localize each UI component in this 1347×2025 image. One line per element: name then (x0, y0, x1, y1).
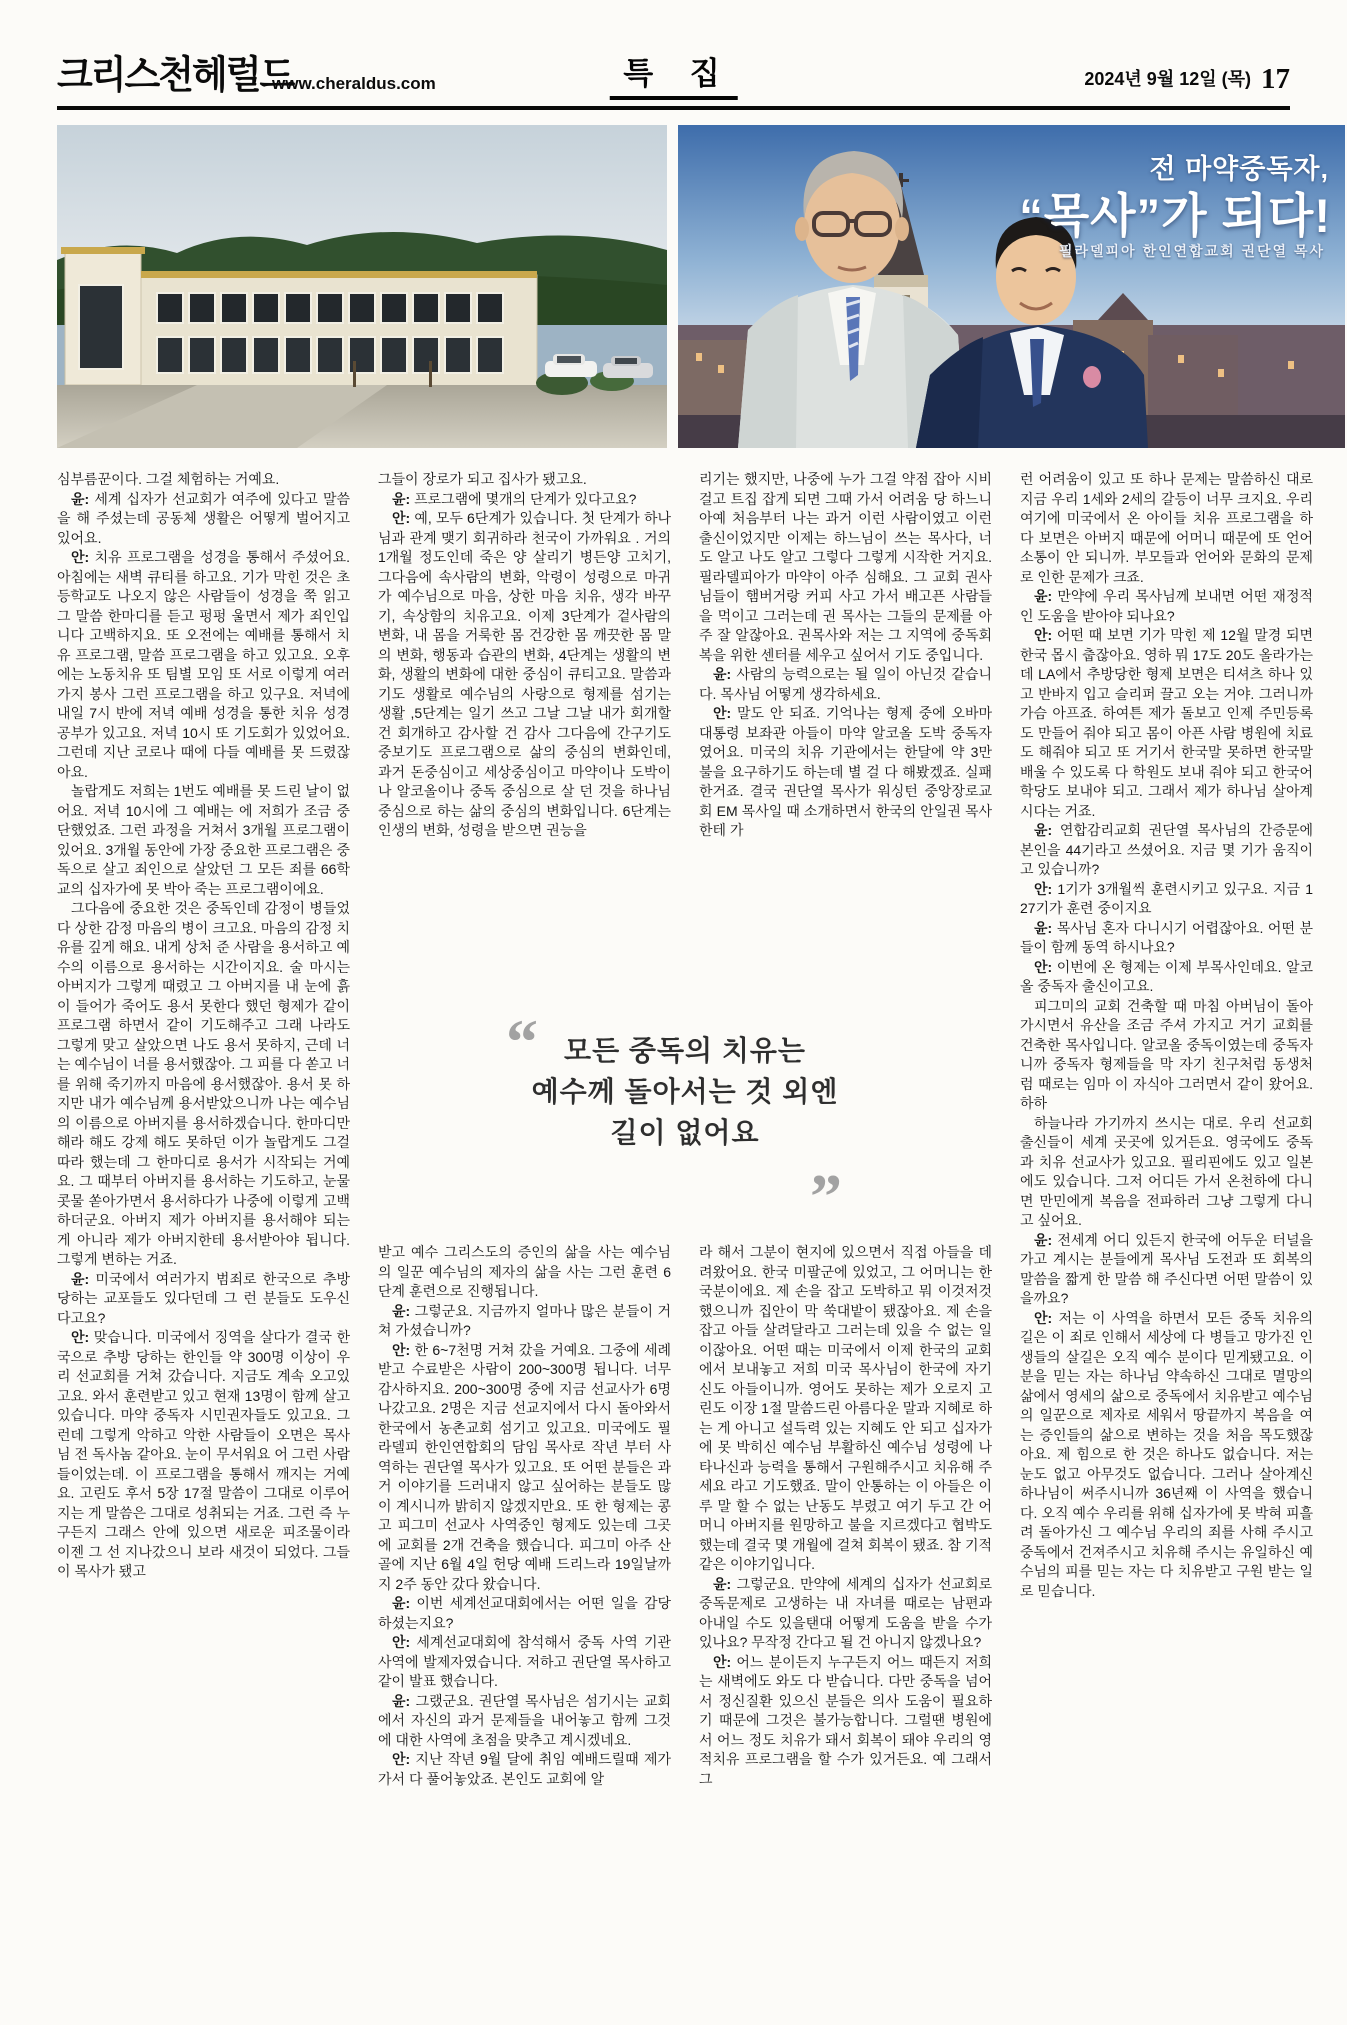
quote-line-3: 길이 없어요 (610, 1117, 760, 1148)
speaker-label: 윤: (392, 1595, 417, 1611)
sapling (353, 361, 356, 387)
senior-ear (795, 217, 809, 241)
article-paragraph: 윤: 그랬군요. 권단열 목사님은 섬기시는 교회에서 자신의 과거 문제들을 내어놓고 함께 그것에 대한 사역에 초점을 맞추고 계시겠네요. (378, 1692, 671, 1748)
speaker-label: 윤: (392, 1692, 416, 1709)
section-title: 특 집 (609, 48, 738, 100)
date-text: 2024년 9월 12일 (목) (1084, 69, 1251, 89)
article-paragraph: 안: 저는 이 사역을 하면서 모든 중독 치유의 길은 이 죄로 인해서 세상에 다 병들고 망가진 인생들의 살길은 오직 예수 분이다 믿게됐고요. 이분을 믿는 자는 하나님 약속하신 그대로 멸망의 삶에서 영세의 삶으로 중독에서 치유받고 예수님의 일꾼으로 제자로 세워서 땅끝까지 복음을 여는 증인들의 삶으로 변하는 것을 처음 목도했잖아요. 제 힘으로 한 것은 하나도 없습니다. 저는 눈도 없고 아무것도 없습니다. 그러나 살아계신 하나님이 써주시니까 36년째 이 사역을 했습니다. 오직 예수 우리를 위해 십자가에 못 박혀 피흘려 돌아가신 그 예수님 우리의 죄를 사해 주시고 중독에서 건져주시고 치유해 주시는 유일하신 예수님의 피를 믿는 자는 다 치유받고 구원 받는 일로 믿습니다. (1020, 1309, 1313, 1599)
article-paragraph: 윤: 목사님 혼자 다니시기 어렵잖아요. 어떤 분들이 함께 동역 하시나요? (1020, 919, 1313, 955)
article-paragraph: 라 해서 그분이 현지에 있으면서 직접 아들을 데려왔어요. 한국 미팔군에 있었고, 그 어머니는 한국분이에요. 제 손을 잡고 도박하고 뭐 이것저것 했으니까 집안이 막 쑥대밭이 됐잖아요. 제 손을 잡고 아들 살려달라고 그러는데 있을 수 없는 일이잖아요. 어떤 때는 미국에서 이제 한국의 교회에서 보내놓고 저희 미국 목사님이 한국에 자기 신도 아들이니까. 영어도 못하는 제가 오로지 고린도 이장 1절 말씀드린 아름다운 말과 지혜로 하는 게 아니고 설득력 있는 지혜도 안 되고 십자가에 못 박히신 예수님 부활하신 예수님 성령에 나타나신과 능력을 통해서 구원해주시고 치유해 주세요 라고 기도했죠. 말이 안통하는 이 아들은 이루 말 할 수 없는 난동도 부렸고 여기 두고 간 어머니 아버지를 원망하고 불을 지르겠다고 협박도 했는데 결국 몇 개월에 걸쳐 회복이 됐죠. 참 기적같은 이야기입니다. (699, 1244, 992, 1572)
speaker-label: 윤: (1034, 822, 1060, 838)
issue-date (1084, 63, 1290, 96)
article-paragraph: 윤: 프로그램에 몇개의 단계가 있다고요? (392, 490, 637, 507)
speaker-label: 윤: (1034, 588, 1058, 604)
car-white (545, 354, 597, 377)
speaker-label: 윤: (1034, 1231, 1058, 1248)
church-building-illustration (57, 125, 667, 448)
newspaper-logo: 크리스천헤럴드 (57, 53, 294, 97)
feature-photo (678, 125, 1345, 448)
article-paragraph: 심부름꾼이다. 그걸 체험하는 거예요. (57, 471, 280, 487)
article-paragraph: 피그미의 교회 건축할 때 마침 아버님이 돌아가시면서 유산을 조금 주셔 가지고 거기 교회를 건축한 목사입니다. 알코올 중독이였는데 중독자니까 중독자 형제들을 막 자기 친구처럼 동생처럼 때로는 임마 이 자식아 그러면서 같이 왔어요. 하하 (1020, 997, 1313, 1111)
article-paragraph: 윤: 전세계 어디 있든지 한국에 어두운 터널을 가고 계시는 분들에게 목사님 도전과 또 회복의 말씀을 짧게 한 말씀 해 주신다면 어떤 말씀이 있을까요? (1020, 1231, 1313, 1306)
article-paragraph: 윤: 사람의 능력으로는 될 일이 아닌것 같습니다. 목사님 어떻게 생각하세요. (699, 666, 992, 702)
article-paragraph: 안: 세계선교대회에 참석해서 중독 사역 기관 사역에 발제자였습니다. 저하고 권단열 목사하고 같이 발표 했습니다. (378, 1634, 671, 1689)
article-paragraph: 윤: 세계 십자가 선교회가 여주에 있다고 말씀을 해 주셨는데 공동체 생활은 어떻게 벌어지고 있어요. (57, 490, 351, 546)
page-number: 17 (1261, 63, 1290, 95)
speaker-label: 윤: (1034, 919, 1057, 936)
article-paragraph: 놀랍게도 저희는 1번도 예배를 못 드린 날이 없어요. 저녁 10시에 그 예배는 에 저희가 조금 중단했었죠. 그런 과정을 거쳐서 3개월 프로그램이 있어요. 3개월 동안에 가장 중요한 프로그램은 중독으로 살고 죄인으로 살았던 그 모든 죄를 66학교의 십자가에 못 박아 죽는 프로그램이에요. (57, 783, 350, 897)
article-paragraph: 윤: 이번 세계선교대회에서는 어떤 일을 감당하셨는지요? (378, 1595, 671, 1631)
article-column-4 (1020, 470, 1313, 2010)
tower-roof-trim (61, 247, 145, 254)
speaker-label: 안: (71, 549, 95, 565)
article-paragraph: 안: 이번에 온 형제는 이제 부목사인데요. 알코올 중독자 출신이고요. (1020, 958, 1313, 994)
article-paragraph: 윤: 만약에 우리 목사님께 보내면 어떤 재정적인 도움을 받아야 되나요? (1020, 588, 1313, 624)
sapling (429, 361, 432, 387)
article-paragraph: 안: 어떤 때 보면 기가 막힌 제 12월 말경 되면 한국 몹시 춥잖아요. 영하 뭐 17도 20도 올라가는데 LA에서 추방당한 형제 보면은 티셔츠 하나 있고 반바지 입고 슬리퍼 끌고 오는 거야. 그러니까 가슴 아프죠. 하여튼 제가 돌보고 인제 주민등록도 만들어 줘야 되고 몸이 아픈 사람 병원에 치료도 해줘야 되고 또 거기서 한국말 못하면 한국말 배울 수 있도록 다 학원도 보내 줘야 되고 한국어학당도 보내야 되고. 그래서 제가 하나님 살아계시다는 거죠. (1020, 627, 1313, 819)
speaker-label: 윤: (713, 666, 737, 682)
article-paragraph: 안: 치유 프로그램을 성경을 통해서 주셨어요. 아침에는 새벽 큐티를 하고요. 기가 막힌 것은 초등학교도 나오지 않은 사람들이 성경을 쭉 읽고 그 말씀 한마디를 듣고 펑펑 울면서 제가 죄인입니다 고백하지요. 또 오전에는 예배를 통해서 치유 프로그램, 말씀 프로그램을 하고 있고요. 오후에는 노동치유 또 팀별 모임 또 서로 이렇게 여러 가지 봉사 그런 프로그램을 하고 있구요. 저녁에 내일 7시 반에 저녁 예배 성경을 통한 치유 성경 공부가 있고요. 저녁 10시 또 기도회가 있었어요. 그런데 지난 코로나 때에 다들 예배를 못 드렸잖아요. (57, 549, 350, 780)
tower-window (79, 285, 123, 369)
article-paragraph: 안: 한 6~7천명 거쳐 갔을 거예요. 그중에 세례받고 수료받은 사람이 200~300명 됩니다. 너무 감사하지요. 200~300명 중에 지금 선교사가 6명 나갔고요. 2명은 지금 선교지에서 다시 돌아와서 한국에서 농촌교회 섬기고 있고요. 미국에도 필라델피 한인연합회의 담임 목사로 작년 부터 사역하는 권단열 목사가 있고요. 또 어떤 분들은 과거 이야기를 드러내지 않고 싶어하는 분들도 많이 계시니까 밝히지 않겠지만요. 또 한 형제는 콩고 피그미 선교사 사역중인 형제도 있는데 그곳에 교회를 2개 건축을 했습니다. 피그미 아주 산골에 지난 6월 4일 헌당 예배 드리느라 19일날까지 2주 동안 갔다 왔습니다. (378, 1341, 671, 1592)
quote-line-2: 예수께 돌아서는 것 외엔 (531, 1076, 839, 1107)
window-row-lower (157, 337, 503, 373)
speaker-label: 안: (392, 1634, 417, 1650)
speaker-label: 윤: (713, 1575, 737, 1592)
article-column-2-bottom (378, 1243, 671, 2003)
open-quote-icon: “ (506, 1006, 538, 1077)
speaker-label: 윤: (392, 1302, 415, 1319)
speaker-label: 안: (1034, 880, 1058, 897)
window-row-upper (157, 293, 503, 323)
speaker-label: 안: (392, 1341, 415, 1358)
speaker-label: 안: (1034, 627, 1057, 643)
speaker-label: 안: (713, 705, 737, 721)
speaker-label: 안: (1034, 958, 1057, 975)
senior-ear (895, 217, 909, 241)
article-paragraph: 윤: 미국에서 여러가지 범죄로 한국으로 추방당하는 교포들도 있다던데 그 런 분들도 도우신다고요? (57, 1270, 351, 1326)
speaker-label: 윤: (71, 1270, 96, 1287)
speaker-label: 안: (71, 1329, 94, 1345)
photo-headline: “목사”가 되다! (1019, 189, 1331, 242)
article-paragraph: 받고 예수 그리스도의 증인의 삶을 사는 예수님의 일꾼 예수님의 제자의 삶을 사는 그런 훈련 6단계 훈련으로 진행됩니다. (378, 1244, 671, 1299)
boutonniere-flower (1083, 366, 1101, 388)
speaker-label: 안: (392, 510, 415, 526)
article-paragraph: 윤: 그렇군요. 만약에 세계의 십자가 선교회로 중독문제로 고생하는 내 자녀를 때로는 남편과 아내일 수도 있을탠대 어떻게 도움을 받을 수가 있나요? 무작정 간다고 될 건 아니지 않겠나요? (699, 1575, 992, 1650)
speaker-label: 안: (1034, 1309, 1059, 1326)
pull-quote (378, 1006, 992, 1232)
speaker-label: 안: (713, 1653, 737, 1670)
article-paragraph: 런 어려움이 있고 또 하나 문제는 말씀하신 대로 지금 우리 1세와 2세의 갈등이 너무 크지요. 우리 여기에 미국에서 온 아이들 치유 프로그램을 하다 보면은 아버지 때문에 어머니 때문에 또 언어 소통이 안 되니까. 부모들과 언어와 문화의 문제로 인한 문제가 크죠. (1020, 471, 1313, 585)
masthead-url: www.cheraldus.com (272, 74, 436, 93)
article-paragraph: 안: 맞습니다. 미국에서 징역을 살다가 결국 한국으로 추방 당하는 한인들 약 300명 이상이 우리 선교회를 거쳐 갔습니다. 지금도 계속 오고있고요. 와서 훈련받고 있고 현재 13명이 함께 살고 있습니다. 마약 중독자 시민권자들도 있고요. 그런데 그렇게 악하고 악한 사람들이 오면은 목사님 전 독사놈 같아요. 눈이 무서워요 어 그런 사람들이었는데. 이 프로그램을 통해서 깨지는 거예요. 고린도 후서 5장 17절 말씀이 그대로 이루어지는 게 말씀은 그대로 성취되는 거죠. 그런 즉 누구든지 그래스 안에 있으면 새로운 피조물이라 이젠 그 선 지나갔으니 보라 새것이 되었다. 그들이 목사가 됐고 (57, 1329, 351, 1579)
church-building-photo (57, 125, 667, 448)
close-quote-icon: ” (810, 1161, 842, 1232)
article-paragraph: 안: 예, 모두 6단계가 있습니다. 첫 단계가 하나님과 관계 맺기 회귀하라 천국이 가까워요 . 거의 1개월 정도인데 죽은 양 살리기 병든양 고치기, 그다음에 속사람의 변화, 악령이 성령으로 마귀가 예수님으로 마음, 상한 마음 치유, 생각 바꾸기, 속상함의 치유고요. 이제 3단계가 겉사람의 변화, 내 몸을 거룩한 몸 건강한 몸 깨끗한 몸 말의 변화, 행동과 습관의 변화, 4단계는 생활의 변화, 생활의 변화에 대한 중심이 큐티고요. 말씀과 기도 생활로 예수님의 사랑으로 형제를 섬기는 생활 ,5단계는 일기 쓰고 그날 그날 내가 회개할 건 회개하고 감사할 건 감사 그다음에 간구기도 중보기도 프로그램으로 삶의 중심의 변화인데, 과거 돈중심이고 세상중심이고 마약이나 도박이나 알코올이나 중독 중심으로 살 던 것을 하나님 중심으로 하는 삶의 중심의 변화입니다. 6단계는 인생의 변화, 성령을 받으면 권능을 (378, 510, 671, 838)
masthead-rule (57, 106, 1290, 110)
article-column-3-top (699, 470, 992, 992)
article-column-2-top (378, 470, 671, 992)
article-paragraph: 윤: 그렇군요. 지금까지 얼마나 많은 분들이 거쳐 가셨습니까? (378, 1302, 671, 1338)
article-paragraph: 하늘나라 가기까지 쓰시는 대로. 우리 선교회 출신들이 세계 곳곳에 있거든요. 영국에도 중독과 치유 선교사가 있고요. 필리핀에도 있고 일본에도 있습니다. 그저 어디든 가서 온천하에 다니면 만민에게 복음을 전파하러 그냥 그렇게 다니고 싶어요. (1020, 1114, 1313, 1228)
article-paragraph: 리기는 했지만, 나중에 누가 그걸 약점 잡아 시비걸고 트집 잡게 되면 그때 가서 어려움 당 하느니 아예 처음부터 나는 과거 이런 사람이였고 이런 출신이었지만 이제는 하느님이 쓰는 목사다, 너도 알고 나도 알고 그렇다 그렇게 시작한 거지요. 필라델피아가 마약이 아주 심해요. 그 교회 권사님들이 햄버거랑 커피 사고 가서 배고픈 사람들을 먹이고 그러는데 권 목사는 그들의 문제를 아주 잘 알잖아요. 권목사와 저는 그 지역에 중독회복을 위한 센터를 세우고 싶어서 기도 중입니다. (699, 471, 992, 663)
article-paragraph: 안: 말도 안 되죠. 기억나는 형제 중에 오바마 대통령 보좌관 아들이 마약 알코올 도박 중독자였어요. 미국의 치유 기관에서는 한달에 약 3만 불을 요구하기도 하는데 별 걸 다 해봤겠죠. 실패한거죠. 결국 권단열 목사가 워싱턴 중앙장로교회 EM 목사일 때 소개하면서 한국의 안일권 목사한테 가 (699, 705, 992, 838)
article-paragraph: 안: 지난 작년 9월 달에 취임 예배드릴때 제가 가서 다 풀어놓았죠. 본인도 교회에 알 (378, 1751, 671, 1787)
roof-trim (141, 271, 537, 278)
quote-line-1: 모든 중독의 치유는 (564, 1035, 806, 1066)
photo-subtitle: 필라델피아 한인연합교회 권단열 목사 (1058, 243, 1325, 259)
article-paragraph: 안: 어느 분이든지 누구든지 어느 때든지 저희는 새벽에도 와도 다 받습니다. 다만 중독을 넘어서 정신질환 있으신 분들은 의사 도움이 필요하기 때문에 그것은 불가능합니다. 그럴땐 병원에서 어느 정도 치유가 돼서 회복이 돼야 우리의 영적치유 프로그램을 할 수가 있거든요. 예 그래서 그 (699, 1653, 992, 1787)
article-paragraph: 그다음에 중요한 것은 중독인데 감정이 병들었다 상한 감정 마음의 병이 크고요. 마음의 감정 치유를 깊게 해요. 내게 상처 준 사람을 용서하고 예수의 이름으로 용서하는 시간이지요. 술 마시는 아버지가 그렇게 때렸고 그 아버지를 내 눈에 흙이 들어가 죽어도 용서 못한다 했던 형제가 같이 프로그램 하면서 같이 기도해주고 그래 나라도 그렇게 맞고 살았으면 나도 용서 못하지, 근데 너는 예수님이 너를 용서했잖아. 그 피를 다 쏟고 너를 위해 죽기까지 마음에 용서했잖아. 용서 못 하지만 내가 예수님께 용서받았으니까 나는 예수님의 이름으로 아버지를 용서하겠습니다. 한마디만 해라 해도 강제 해도 못하던 이가 놀랍게도 그걸 따라 했는데 그 한마디로 용서가 시작되는 거예요. 그 때부터 아버지를 용서하는 기도하고, 눈물 콧물 쏟아가면서 용서하다가 나중에 이렇게 고백하더군요. 아버지 제가 아버지를 용서해야 되는 게 아니라 제가 아버지한테 용서받아야 됩니다. 그렇게 변하는 거죠. (57, 900, 350, 1267)
article-column-1 (57, 470, 350, 1582)
speaker-label: 윤: (71, 490, 95, 507)
speaker-label: 안: (392, 1751, 416, 1767)
masthead (57, 50, 1290, 102)
article-paragraph: 그들이 장로가 되고 집사가 됐고요. (378, 471, 587, 487)
article-column-3-bottom (699, 1243, 992, 1988)
speaker-label: 윤: (392, 490, 415, 507)
photo-kicker: 전 마약중독자, (1149, 154, 1329, 184)
car-silver (603, 356, 653, 378)
article-paragraph: 윤: 연합감리교회 권단열 목사님의 간증문에 본인을 44기라고 쓰셨어요. 지금 몇 기가 움직이고 있습니까? (1020, 822, 1313, 877)
article-paragraph: 안: 1기가 3개월씩 훈련시키고 있구요. 지금 127기가 훈련 중이지요 (1020, 880, 1313, 916)
